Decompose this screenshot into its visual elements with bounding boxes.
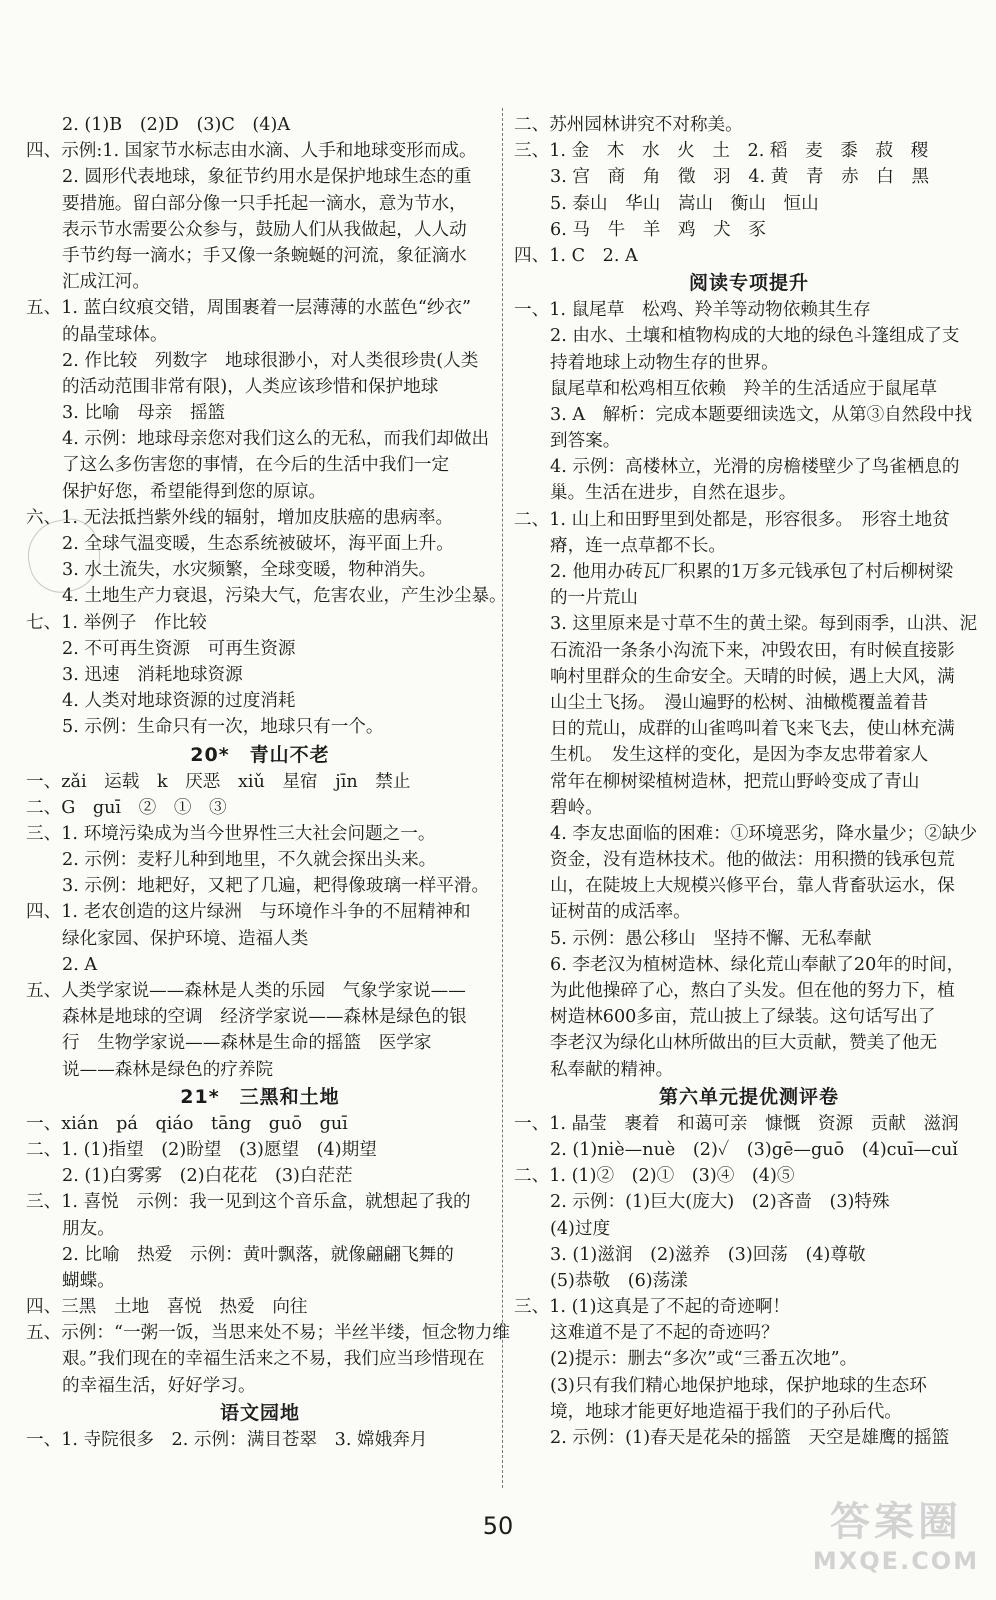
answer-line: 朋友。 <box>62 1218 115 1239</box>
answer-line: 2. 由水、土壤和植物构成的大地的绿色斗篷组成了支 <box>550 326 960 347</box>
answer-line: 到答案。 <box>550 431 621 452</box>
answer-line: 2. 示例：麦籽儿种到地里，不久就会探出头来。 <box>62 850 437 871</box>
answer-line: 表示节水需要公众参与，鼓励人们从我做起，人人动 <box>62 219 467 240</box>
answer-line: 证树苗的成活率。 <box>550 902 691 923</box>
answer-line: 2. (1)niè—nuè (2)✓ (3)gē—guō (4)cuī—cuǐ <box>550 1139 958 1160</box>
answer-line: 3. 比喻 母亲 摇篮 <box>62 403 226 424</box>
answer-line: 一、1. 晶莹 裹着 和蔼可亲 慷慨 资源 贡献 滋润 <box>514 1113 959 1134</box>
answer-line: 七、1. 举例子 作比较 <box>26 612 207 633</box>
answer-line: 森林是地球的空调 经济学家说——森林是绿色的银 <box>62 1007 467 1028</box>
answer-line: 要措施。留白部分像一只手托起一滴水，意为节水， <box>62 193 467 214</box>
page-number: 50 <box>482 1512 514 1540</box>
answer-line: 的晶莹球体。 <box>62 324 168 345</box>
answer-line: 2. 示例：(1)巨大(庞大) (2)吝啬 (3)特殊 <box>550 1192 890 1213</box>
answer-line: 3. (1)滋润 (2)滋养 (3)回荡 (4)尊敬 <box>550 1244 866 1265</box>
answer-line: 李老汉为绿化山林所做出的巨大贡献，赞美了他无 <box>550 1033 938 1054</box>
answer-line: 4. 示例：地球母亲您对我们这么的无私，而我们却做出 <box>62 429 490 450</box>
answer-line: 说——森林是绿色的疗养院 <box>62 1059 274 1080</box>
answer-line: 3. A 解析：完成本题要细读选文，从第③自然段中找 <box>550 404 973 425</box>
answer-line: 三、1. 金 木 水 火 土 2. 稻 麦 黍 菽 稷 <box>514 141 929 162</box>
answer-line: 境，地球才能更好地造福于我们的子孙后代。 <box>550 1401 902 1422</box>
answer-line: 一、xián pá qiáo tāng guō guī <box>26 1113 348 1134</box>
answer-line: 一、zǎi 运载 k 厌恶 xiǔ 星宿 jīn 禁止 <box>26 771 411 792</box>
answer-line: 的幸福生活，好好学习。 <box>62 1375 256 1396</box>
answer-line: 山，在陡坡上大规模兴修平台，靠人背畜驮运水，保 <box>550 876 955 897</box>
answer-line: 五、1. 蓝白纹痕交错，周围裹着一层薄薄的水蓝色“纱衣” <box>26 298 472 319</box>
answer-line: 一、1. 鼠尾草 松鸡、羚羊等动物依赖其生存 <box>514 300 871 321</box>
answer-line: 2. 圆形代表地球，象征节约用水是保护地球生态的重 <box>62 167 472 188</box>
answer-line: (5)恭敬 (6)荡漾 <box>550 1270 688 1291</box>
answer-line: 二、G guī ② ① ③ <box>26 797 227 818</box>
answer-line: 巢。生活在进步，自然在退步。 <box>550 483 797 504</box>
answer-line: 二、1. (1)指望 (2)盼望 (3)愿望 (4)期望 <box>26 1139 377 1160</box>
answer-line: (4)过度 <box>550 1218 611 1239</box>
answer-line: 3. 示例：地耙好，又耙了几遍，耙得像玻璃一样平滑。 <box>62 876 490 897</box>
section-heading: 语文园地 <box>219 1401 300 1424</box>
answer-line: 了这么多伤害您的事情，在今后的生活中我们一定 <box>62 455 450 476</box>
answer-line: 四、1. 老农创造的这片绿洲 与环境作斗争的不屈精神和 <box>26 902 471 923</box>
answer-line: (3)只有我们精心地保护地球，保护地球的生态环 <box>550 1375 927 1396</box>
answer-line: 五、人类学家说——森林是人类的乐园 气象学家说—— <box>26 981 466 1001</box>
section-heading: 阅读专项提升 <box>688 272 809 295</box>
answer-line: 绿化家园、保护环境、造福人类 <box>62 928 309 949</box>
section-heading: 第六单元提优测评卷 <box>658 1085 839 1108</box>
answer-line: 四、示例:1. 国家节水标志由水滴、人手和地球变形而成。 <box>26 141 477 162</box>
answer-line: 3. 宫 商 角 徵 羽 4. 黄 青 赤 白 黑 <box>550 167 930 188</box>
answer-line: 蝴蝶。 <box>62 1270 115 1291</box>
answer-line: 汇成江河。 <box>62 272 150 293</box>
watermark-text-top: 答案圈 <box>830 1499 962 1545</box>
right-column <box>514 112 984 1451</box>
answer-line: 资金，没有造林技术。他的做法：用积攒的钱承包荒 <box>550 850 955 871</box>
answer-line: 艰。”我们现在的幸福生活来之不易，我们应当珍惜现在 <box>62 1349 485 1370</box>
answer-line: 2. 作比较 列数字 地球很渺小，对人类很珍贵(人类 <box>62 350 479 371</box>
left-column <box>26 112 511 1453</box>
answer-line: 生机。 发生这样的变化，是因为李友忠带着家人 <box>550 745 929 766</box>
answer-line: 瘠，连一点草都不长。 <box>550 535 726 556</box>
answer-line: 保护好您，希望能得到您的原谅。 <box>62 481 326 502</box>
answer-line: 石流沿一条条小沟流下来，冲毁农田，有时候直接影 <box>550 640 955 661</box>
answer-line: 2. 示例：(1)春天是花朵的摇篮 天空是雄鹰的摇篮 <box>550 1428 950 1448</box>
answer-line: 日的荒山，成群的山雀鸣叫着飞来飞去，使山林充满 <box>550 719 955 740</box>
answer-line: 2. 他用办砖瓦厂积累的1万多元钱承包了村后柳树梁 <box>550 562 954 582</box>
answer-line: 5. 示例：愚公移山 坚持不懈、无私奉献 <box>550 928 872 949</box>
answer-line: 持着地球上动物生存的世界。 <box>550 352 779 373</box>
answer-line: 三、1. (1)这真是了不起的奇迹啊！ <box>514 1297 791 1318</box>
column-divider <box>502 108 503 1488</box>
answer-line: 3. 水土流失，水灾频繁，全球变暖，物种消失。 <box>62 560 437 581</box>
answer-line: 为此他操碎了心，熬白了头发。但在他的努力下，植 <box>550 981 955 1001</box>
answer-line: 一、1. 寺院很多 2. 示例：满目苍翠 3. 嫦娥奔月 <box>26 1429 428 1450</box>
answer-line: 3. 迅速 消耗地球资源 <box>62 664 243 685</box>
answer-line: 鼠尾草和松鸡相互依赖 羚羊的生活适应于鼠尾草 <box>550 378 938 399</box>
answer-line: 行 生物学家说——森林是生命的摇篮 医学家 <box>62 1033 432 1054</box>
answer-line: 六、1. 无法抵挡紫外线的辐射，增加皮肤癌的患病率。 <box>26 507 454 528</box>
answer-line: 4. 土地生产力衰退，污染大气，危害农业，产生沙尘暴。 <box>62 586 507 607</box>
answer-line: 2. 不可再生资源 可再生资源 <box>62 638 296 659</box>
answer-line: 这难道不是了不起的奇迹吗？ <box>550 1323 779 1344</box>
answer-line: 3. 这里原来是寸草不生的黄土梁。每到雨季，山洪、泥 <box>550 614 978 635</box>
answer-line: 三、1. 喜悦 示例：我一见到这个音乐盒，就想起了我的 <box>26 1192 471 1213</box>
answer-line: 四、1. C 2. A <box>514 245 638 266</box>
answer-line: 三、1. 环境污染成为当今世界性三大社会问题之一。 <box>26 823 436 844</box>
answer-line: 4. 人类对地球资源的过度消耗 <box>62 691 296 712</box>
answer-line: 的活动范围非常有限)，人类应该珍惜和保护地球 <box>62 376 439 397</box>
answer-line: 二、1. 山上和田野里到处都是，形容很多。 形容土地贫 <box>514 509 950 530</box>
answer-line: 6. 李老汉为植树造林、绿化荒山奉献了20年的时间， <box>550 954 965 975</box>
answer-line: 私奉献的精神。 <box>550 1059 674 1080</box>
answer-line: (2)提示：删去“多次”或“三番五次地”。 <box>550 1349 858 1370</box>
answer-line: 树造林600多亩，荒山披上了绿装。这句话写出了 <box>550 1007 936 1028</box>
section-heading: 21* 三黑和土地 <box>180 1085 340 1108</box>
answer-line: 二、苏州园林讲究不对称美。 <box>514 115 743 135</box>
watermark-text-bottom: MXQE.COM <box>812 1547 980 1575</box>
answer-line: 2. A <box>62 954 98 975</box>
answer-line: 的一片荒山 <box>550 588 638 609</box>
answer-line: 2. 全球气温变暖，生态系统被破坏，海平面上升。 <box>62 534 454 554</box>
answer-line: 6. 马 牛 羊 鸡 犬 豕 <box>550 219 766 240</box>
site-watermark-logo <box>806 1498 986 1594</box>
answer-line: 手节约每一滴水；手又像一条蜿蜒的河流，象征滴水 <box>62 245 467 266</box>
answer-line: 碧岭。 <box>550 797 603 818</box>
answer-line: 五、示例：“一粥一饭，当思来处不易；半丝半缕，恒念物力维 <box>26 1323 511 1344</box>
answer-line: 响村里群众的生命安全。天晴的时候，遇上大风，满 <box>550 666 955 687</box>
answer-line: 山尘土飞扬。 漫山遍野的松树、油橄榄覆盖着昔 <box>550 692 929 713</box>
answer-line: 5. 示例：生命只有一次，地球只有一个。 <box>62 717 384 738</box>
answer-line: 二、1. (1)② (2)① (3)④ (4)⑤ <box>514 1166 795 1187</box>
answer-line: 四、三黑 土地 喜悦 热爱 向往 <box>26 1297 308 1318</box>
answer-line: 常年在柳树梁植树造林，把荒山野岭变成了青山 <box>550 771 920 792</box>
answer-line: 4. 李友忠面临的困难：①环境恶劣，降水量少；②缺少 <box>550 823 978 844</box>
answer-line: 2. (1)白雾雾 (2)白花花 (3)白茫茫 <box>62 1166 353 1187</box>
section-heading: 20* 青山不老 <box>190 743 330 766</box>
answer-line: 2. (1)B (2)D (3)C (4)A <box>62 115 291 135</box>
answer-line: 2. 比喻 热爱 示例：黄叶飘落，就像翩翩飞舞的 <box>62 1244 454 1265</box>
answer-line: 4. 示例：高楼林立，光滑的房檐楼壁少了鸟雀栖息的 <box>550 457 960 478</box>
answer-line: 5. 泰山 华山 嵩山 衡山 恒山 <box>550 193 819 214</box>
